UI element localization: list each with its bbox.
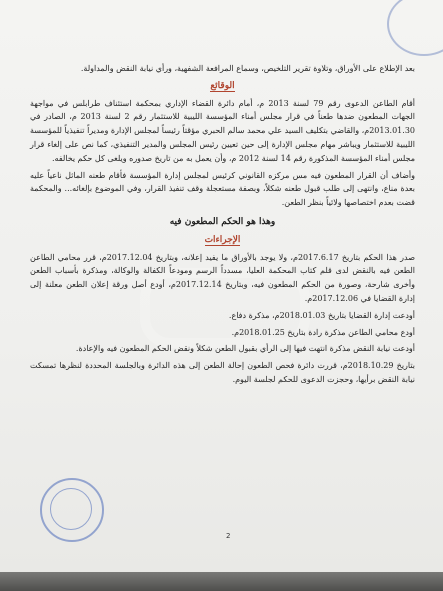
facts-paragraph-1: أقام الطاعن الدعوى رقم 79 لسنة 2013 م، أمام دائرة القضاء الإداري بمحكمة استئناف طرابلس في مواجهة الجهات المطعون ضدها طعناً في قرار مجلس أمناء المؤسسة الليبية للاستثمار رقم 2 لسنة 2013 م، الصادر في 2013.01.30م، والقاضي بتكليف السيد علي محمد سالم الحبري مؤقتاً رئيساً لمجلس الإدارة ومديراً تنفيذياً للمؤسسة الليبية للاستثمار ويباشر مهام مجلس الإدارة إلى حين تعيين رئيس المجلس والمدير التنفيذي، كما نص على إلغاء قرار مجلس أمناء المؤسسة المذكورة رقم 14 لسنة 2012 م، وأن يعمل به من تاريخ صدوره ويلغى كل حكم يخالفه.	[30, 98, 415, 163]
procedures-paragraph-4: أودعت نيابة النقض مذكرة انتهت فيها إلى الرأي بقبول الطعن شكلاً ونقض الحكم المطعون فيه والإعادة.	[75, 344, 415, 354]
procedures-heading: الإجراءات	[204, 234, 241, 245]
stamp-inner-ring	[50, 488, 92, 530]
procedures-paragraph-3: أودع محامي الطاعن مذكرة رادة بتاريخ 2018.01.25م.	[231, 327, 415, 337]
document-body	[30, 62, 415, 390]
facts-paragraph-2: وأضاف أن القرار المطعون فيه مس مركزه القانوني كرئيس لمجلس إدارة المؤسسة فأقام طعنه الماثل ناعياً عليه بعدة مناع، وانتهى إلى طلب قبول طعنه شكلاً، وبصفة مستعجلة وقف تنفيذ القرار، وفي الموضوع بإلغائه... والمحكمة قضت بعدم اختصاصها ولائياً بنظر الطعن.	[30, 170, 415, 208]
intro-paragraph: بعد الإطلاع على الأوراق، وتلاوة تقرير التلخيص، وسماع المرافعة الشفهية، ورأي نيابة النقض والمداولة.	[80, 64, 415, 73]
procedures-paragraph-2: أودعت إدارة القضايا بتاريخ 2018.01.03م، مذكرة دفاع.	[228, 310, 415, 320]
stamp-seal-top	[387, 0, 443, 56]
page-number: 2	[226, 532, 231, 540]
facts-heading: الوقائع	[210, 80, 235, 91]
procedures-paragraph-5: بتاريخ 2018.10.29م، قررت دائرة فحص الطعون إحالة الطعن إلى هذه الدائرة وبالجلسة المحددة لنظرها تمسكت نيابة النقض برأيها، وحجزت الدعوى للحكم لجلسة اليوم.	[30, 361, 415, 384]
ruling-heading: وهذا هو الحكم المطعون فيه	[169, 216, 276, 227]
procedures-paragraph-1: صدر هذا الحكم بتاريخ 2017.6.17م، ولا يوجد بالأوراق ما يفيد إعلانه، وبتاريخ 2017.12.04م، قرر محامي الطاعن الطعن فيه بالنقض لدى قلم كتاب المحكمة العليا، مسدداً الرسم ومودعاً الكفالة والوكالة، ومذكرة بأسباب الطعن وأخرى شارحة، وصورة من الحكم المطعون فيه، وبتاريخ 2017.12.14م، أودع أصل ورقة إعلان الطعن معلنة إلى إدارة القضايا في 2017.12.06م.	[30, 252, 415, 303]
bottom-shadow	[0, 572, 443, 591]
stamp-seal-bottom	[40, 478, 104, 542]
